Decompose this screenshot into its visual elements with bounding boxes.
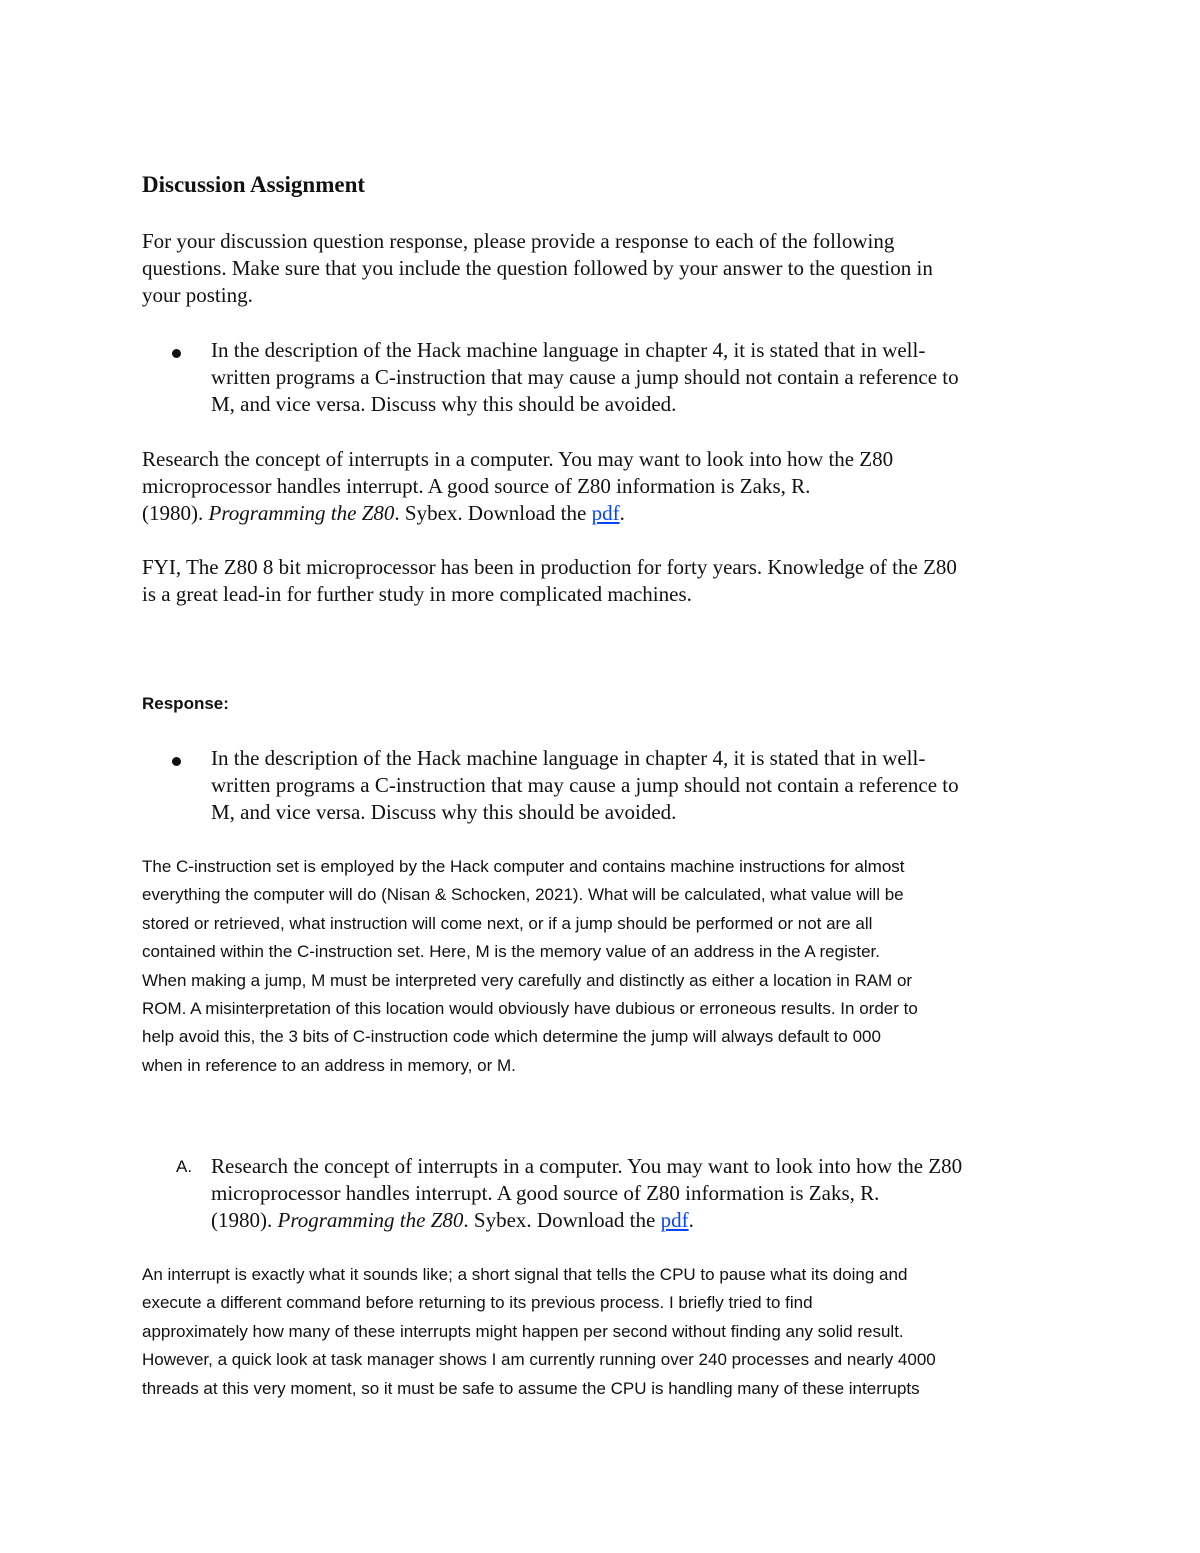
bullet-line: In the description of the Hack machine language in chapter 4, it is stated that in well- [211,338,926,362]
list-marker: A. [176,1157,193,1176]
citation-period: . [688,1208,694,1232]
bullet-line: written programs a C-instruction that may cause a jump should not contain a reference to [211,365,959,389]
citation-year: (1980). [211,1208,278,1232]
fyi-line: FYI, The Z80 8 bit microprocessor has been in production for forty years. Knowledge of the Z80 [142,555,957,579]
response-heading: Response: [142,694,229,713]
answer-line: When making a jump, M must be interpreted very carefully and distinctly as either a location in RAM or [142,970,913,990]
bullet-icon [172,757,181,766]
item-line: microprocessor handles interrupt. A good source of Z80 information is Zaks, R. [211,1181,880,1205]
research-line: microprocessor handles interrupt. A good source of Z80 information is Zaks, R. [142,474,811,498]
intro-paragraph [142,228,1062,309]
answer-line: contained within the C-instruction set. Here, M is the memory value of an address in the A register. [142,942,880,962]
answer-line: when in reference to an address in memory, or M. [142,1055,516,1075]
answer-line: execute a different command before returning to its previous process. I briefly tried to find [142,1293,813,1313]
citation-text: . Sybex. Download the [463,1208,661,1232]
response-bullet-item [172,745,1062,826]
research-paragraph [142,446,1042,527]
item-line: Research the concept of interrupts in a computer. You may want to look into how the Z80 [211,1154,963,1178]
answer-line: threads at this very moment, so it must be safe to assume the CPU is handling many of these interrupts [142,1378,920,1398]
answer-line: ROM. A misinterpretation of this location would obviously have dubious or erroneous results. In order to [142,999,918,1019]
research-line: Research the concept of interrupts in a computer. You may want to look into how the Z80 [142,447,894,471]
answer-line: everything the computer will do (Nisan & Schocken, 2021). What will be calculated, what value will be [142,885,904,905]
bullet-icon [172,349,181,358]
list-item-a [142,1153,1062,1234]
research-citation-line [142,500,1042,527]
book-title: Programming the Z80 [277,1208,464,1232]
fyi-paragraph [142,554,1062,608]
answer-line: approximately how many of these interrupts might happen per second without finding any solid result. [142,1321,904,1341]
citation-period: . [619,501,625,525]
answer-paragraph-2 [142,1261,1062,1403]
intro-line: your posting. [142,283,253,307]
answer-line: The C-instruction set is employed by the Hack computer and contains machine instructions for almost [142,857,905,876]
bullet-line: written programs a C-instruction that may cause a jump should not contain a reference to [211,773,959,797]
citation-year: (1980). [142,501,209,525]
intro-line: For your discussion question response, please provide a response to each of the following [142,229,895,253]
question-bullet-item [172,337,1062,418]
bullet-line: M, and vice versa. Discuss why this should be avoided. [211,800,677,824]
pdf-download-link[interactable]: pdf [591,501,620,525]
pdf-download-link[interactable]: pdf [660,1208,689,1232]
intro-line: questions. Make sure that you include the question followed by your answer to the question in [142,256,933,280]
citation-text: . Sybex. Download the [394,501,592,525]
book-title: Programming the Z80 [208,501,395,525]
fyi-line: is a great lead-in for further study in more complicated machines. [142,582,692,606]
bullet-line: M, and vice versa. Discuss why this should be avoided. [211,392,677,416]
document-title: Discussion Assignment [142,172,366,197]
answer-line: However, a quick look at task manager shows I am currently running over 240 processes and nearly 4000 [142,1350,936,1370]
answer-line: An interrupt is exactly what it sounds like; a short signal that tells the CPU to pause what its doing and [142,1265,908,1284]
answer-line: help avoid this, the 3 bits of C-instruction code which determine the jump will always default to 000 [142,1027,881,1047]
answer-paragraph-1 [142,853,1062,1080]
bullet-line: In the description of the Hack machine language in chapter 4, it is stated that in well- [211,746,926,770]
item-citation-line [211,1207,1062,1234]
answer-line: stored or retrieved, what instruction will come next, or if a jump should be performed or not are all [142,913,873,933]
